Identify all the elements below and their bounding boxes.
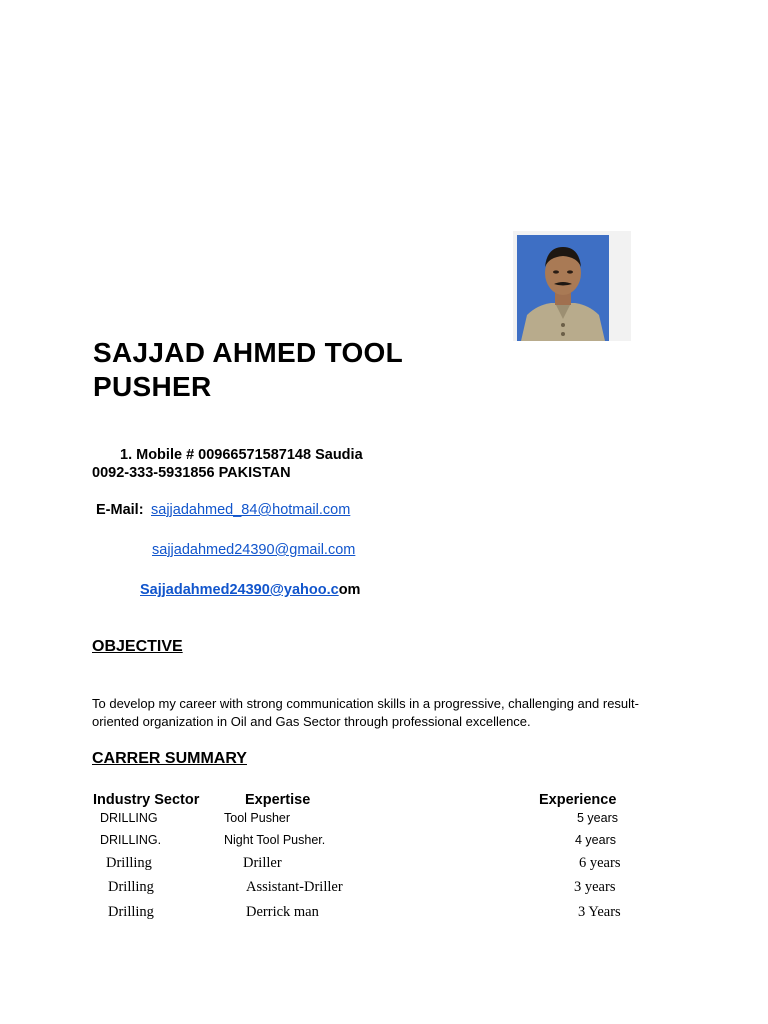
table-cell-sector: Drilling: [108, 879, 154, 895]
table-cell-expertise: Driller: [243, 855, 282, 871]
table-cell-experience: 3 years: [574, 879, 616, 895]
objective-heading: OBJECTIVE: [92, 638, 183, 655]
mobile-line-2: 0092-333-5931856 PAKISTAN: [92, 465, 291, 481]
email-yahoo-tail: om: [338, 582, 361, 598]
table-cell-sector: Drilling: [106, 855, 152, 871]
email-link-gmail[interactable]: sajjadahmed24390@gmail.com: [152, 542, 356, 558]
table-cell-expertise: Derrick man: [246, 904, 319, 920]
profile-photo: [517, 235, 609, 341]
table-cell-expertise: Assistant-Driller: [246, 879, 343, 895]
mobile-line-1: 1. Mobile # 00966571587148 Saudia: [120, 447, 363, 463]
table-cell-expertise: Night Tool Pusher.: [224, 833, 326, 847]
column-header-sector: Industry Sector: [93, 792, 200, 808]
table-cell-expertise: Tool Pusher: [224, 811, 291, 825]
email-label: E-Mail:: [96, 502, 144, 518]
page-title: SAJJAD AHMED TOOL PUSHER: [93, 337, 403, 402]
objective-text: To develop my career with strong communication skills in a progressive, challenging and result-oriented organization in Oil and Gas Sector through professional excellence.: [92, 696, 639, 729]
table-cell-experience: 4 years: [575, 833, 616, 847]
email-link-yahoo[interactable]: Sajjadahmed24390@yahoo.c: [140, 582, 339, 598]
email-link-hotmail[interactable]: sajjadahmed_84@hotmail.com: [151, 502, 351, 518]
table-cell-experience: 6 years: [579, 855, 621, 871]
table-cell-experience: 5 years: [577, 811, 618, 825]
column-header-expertise: Expertise: [245, 792, 311, 808]
column-header-experience: Experience: [539, 792, 617, 808]
table-cell-experience: 3 Years: [578, 904, 621, 920]
email-yahoo-line: [140, 581, 360, 599]
table-cell-sector: Drilling: [108, 904, 154, 920]
profile-photo-frame: [513, 231, 631, 341]
table-cell-sector: DRILLING.: [100, 833, 162, 847]
career-summary-heading: CARRER SUMMARY: [92, 750, 247, 767]
table-cell-sector: DRILLING: [100, 811, 158, 825]
